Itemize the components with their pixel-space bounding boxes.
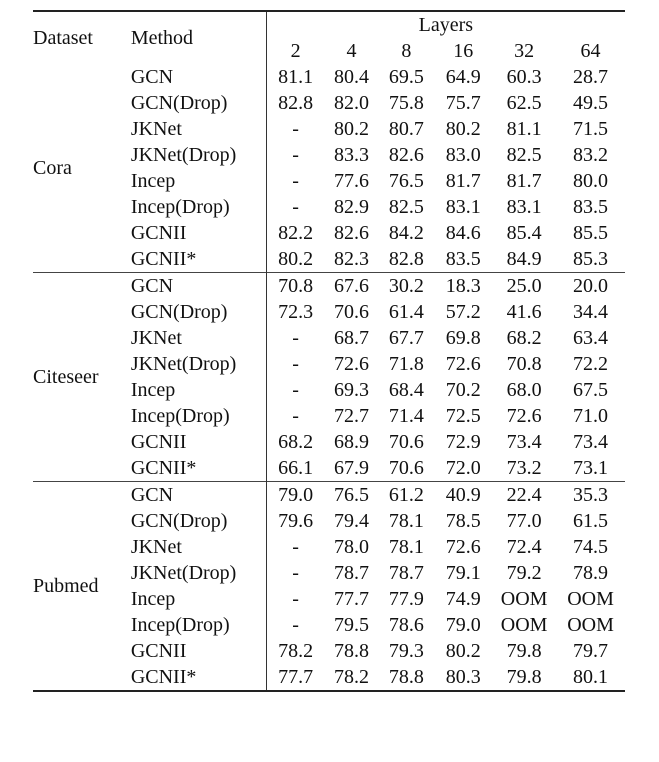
value-cell: 78.2 <box>266 638 324 664</box>
method-cell: GCNII <box>130 640 187 662</box>
value-cell: 79.6 <box>266 508 324 534</box>
value-cell: - <box>266 586 324 612</box>
value-cell: 81.7 <box>445 170 481 192</box>
value-cell: 49.5 <box>573 92 609 114</box>
method-cell: JKNet(Drop) <box>130 562 237 584</box>
value-cell: - <box>266 142 324 168</box>
value-cell: 70.8 <box>266 273 324 300</box>
table-row <box>33 273 625 300</box>
value-cell: 20.0 <box>556 273 625 300</box>
method-cell: Incep(Drop) <box>130 614 230 636</box>
value-cell: 78.1 <box>388 536 424 558</box>
value-cell: 83.5 <box>445 248 481 270</box>
value-cell: 30.2 <box>378 273 434 300</box>
value-cell: - <box>266 325 324 351</box>
value-cell: 73.4 <box>506 431 542 453</box>
value-cell: 78.7 <box>388 562 424 584</box>
method-cell: GCNII <box>130 222 187 244</box>
method-cell: GCNII* <box>130 248 197 270</box>
value-cell: 79.7 <box>573 640 609 662</box>
value-cell: 80.2 <box>333 118 369 140</box>
method-cell: GCN <box>130 66 174 88</box>
value-cell: 76.5 <box>388 170 424 192</box>
value-cell: 81.1 <box>506 118 542 140</box>
value-cell: 72.2 <box>573 353 609 375</box>
method-cell: JKNet <box>130 327 182 349</box>
value-cell: 62.5 <box>506 92 542 114</box>
value-cell: 72.3 <box>266 299 324 325</box>
value-cell: 85.4 <box>506 222 542 244</box>
value-cell: 80.2 <box>445 640 481 662</box>
value-cell: 70.2 <box>445 379 481 401</box>
value-cell: 82.6 <box>388 144 424 166</box>
value-cell: 63.4 <box>573 327 609 349</box>
table-body <box>33 64 625 691</box>
value-cell: 78.2 <box>333 666 369 688</box>
table-row <box>33 64 625 90</box>
value-cell: 67.6 <box>325 273 379 300</box>
value-cell: 80.4 <box>333 66 369 88</box>
value-cell: 76.5 <box>325 482 379 509</box>
value-cell: 84.2 <box>388 222 424 244</box>
value-cell: 73.1 <box>573 457 609 479</box>
value-cell: 78.8 <box>333 640 369 662</box>
dataset-cell: Pubmed <box>33 482 131 692</box>
value-cell: 79.0 <box>445 614 481 636</box>
value-cell: 75.8 <box>388 92 424 114</box>
value-cell: - <box>266 534 324 560</box>
value-cell: 40.9 <box>434 482 492 509</box>
value-cell: 71.8 <box>388 353 424 375</box>
value-cell: 67.5 <box>573 379 609 401</box>
value-cell: 69.8 <box>445 327 481 349</box>
value-cell: 69.3 <box>333 379 369 401</box>
dataset-header: Dataset <box>33 27 93 49</box>
value-cell: - <box>266 168 324 194</box>
dataset-cell: Citeseer <box>33 273 131 482</box>
value-cell: 35.3 <box>556 482 625 509</box>
value-cell: 34.4 <box>573 301 609 323</box>
value-cell: 68.4 <box>388 379 424 401</box>
value-cell: 77.0 <box>506 510 542 532</box>
value-cell: OOM <box>500 588 548 610</box>
layers-header: Layers <box>266 11 625 38</box>
value-cell: 67.7 <box>388 327 424 349</box>
value-cell: 79.1 <box>445 562 481 584</box>
method-cell: Incep(Drop) <box>130 405 230 427</box>
value-cell: - <box>266 560 324 586</box>
method-cell: JKNet(Drop) <box>130 353 237 375</box>
value-cell: 78.7 <box>333 562 369 584</box>
value-cell: 77.6 <box>333 170 369 192</box>
value-cell: 71.4 <box>388 405 424 427</box>
value-cell: - <box>266 194 324 220</box>
value-cell: 85.3 <box>573 248 609 270</box>
value-cell: 78.6 <box>388 614 424 636</box>
value-cell: - <box>266 116 324 142</box>
value-cell: 80.2 <box>445 118 481 140</box>
layer-64-header: 64 <box>580 40 601 62</box>
value-cell: 83.3 <box>333 144 369 166</box>
layer-4-header: 4 <box>346 40 357 62</box>
method-cell: GCNII* <box>130 457 197 479</box>
value-cell: 68.7 <box>333 327 369 349</box>
value-cell: 61.4 <box>388 301 424 323</box>
method-cell: GCN(Drop) <box>130 510 228 532</box>
value-cell: 72.6 <box>445 536 481 558</box>
value-cell: - <box>266 377 324 403</box>
value-cell: 82.9 <box>333 196 369 218</box>
table-header <box>33 11 625 64</box>
value-cell: 25.0 <box>492 273 556 300</box>
value-cell: - <box>266 403 324 429</box>
value-cell: - <box>266 351 324 377</box>
value-cell: 70.8 <box>506 353 542 375</box>
value-cell: 68.9 <box>333 431 369 453</box>
value-cell: 83.5 <box>573 196 609 218</box>
value-cell: 71.5 <box>573 118 609 140</box>
value-cell: 68.2 <box>506 327 542 349</box>
value-cell: 79.4 <box>333 510 369 532</box>
value-cell: 81.1 <box>266 64 324 90</box>
value-cell: 72.9 <box>445 431 481 453</box>
value-cell: 72.6 <box>445 353 481 375</box>
table-row <box>33 482 625 509</box>
value-cell: 22.4 <box>492 482 556 509</box>
value-cell: 74.5 <box>573 536 609 558</box>
method-cell: GCNII* <box>130 666 197 688</box>
value-cell: 77.9 <box>388 588 424 610</box>
value-cell: 82.8 <box>266 90 324 116</box>
layer-2-header: 2 <box>266 38 324 64</box>
value-cell: 83.0 <box>445 144 481 166</box>
value-cell: 72.4 <box>506 536 542 558</box>
method-cell: JKNet(Drop) <box>130 144 237 166</box>
value-cell: 61.5 <box>573 510 609 532</box>
value-cell: 80.1 <box>573 666 609 688</box>
method-cell: JKNet <box>130 536 182 558</box>
value-cell: 78.1 <box>388 510 424 532</box>
value-cell: 77.7 <box>266 664 324 691</box>
value-cell: 68.2 <box>266 429 324 455</box>
value-cell: 72.6 <box>506 405 542 427</box>
value-cell: OOM <box>567 614 614 636</box>
value-cell: - <box>266 612 324 638</box>
value-cell: 73.4 <box>573 431 609 453</box>
value-cell: 72.6 <box>333 353 369 375</box>
value-cell: 64.9 <box>445 66 481 88</box>
value-cell: 28.7 <box>573 66 609 88</box>
value-cell: 77.7 <box>333 588 369 610</box>
value-cell: 67.9 <box>333 457 369 479</box>
value-cell: 72.0 <box>445 457 481 479</box>
value-cell: 66.1 <box>266 455 324 482</box>
value-cell: 83.1 <box>445 196 481 218</box>
value-cell: 80.2 <box>266 246 324 273</box>
value-cell: 60.3 <box>506 66 542 88</box>
value-cell: 72.7 <box>333 405 369 427</box>
method-cell: GCN(Drop) <box>130 301 228 323</box>
method-cell: Incep <box>130 588 176 610</box>
value-cell: 79.5 <box>333 614 369 636</box>
method-cell: GCN(Drop) <box>130 92 228 114</box>
value-cell: 78.5 <box>445 510 481 532</box>
value-cell: 79.8 <box>506 666 542 688</box>
method-header: Method <box>130 27 194 49</box>
value-cell: 83.1 <box>506 196 542 218</box>
value-cell: 80.0 <box>573 170 609 192</box>
value-cell: 74.9 <box>445 588 481 610</box>
value-cell: 73.2 <box>506 457 542 479</box>
value-cell: 79.8 <box>506 640 542 662</box>
value-cell: 78.8 <box>388 666 424 688</box>
value-cell: 82.8 <box>388 248 424 270</box>
method-cell: Incep(Drop) <box>130 196 230 218</box>
value-cell: 41.6 <box>506 301 542 323</box>
method-cell: Incep <box>130 379 176 401</box>
value-cell: 82.3 <box>333 248 369 270</box>
value-cell: OOM <box>567 588 614 610</box>
value-cell: 84.6 <box>445 222 481 244</box>
value-cell: 57.2 <box>445 301 481 323</box>
method-cell: GCN <box>131 482 266 509</box>
value-cell: 80.3 <box>445 666 481 688</box>
value-cell: 80.7 <box>388 118 424 140</box>
value-cell: 75.7 <box>445 92 481 114</box>
value-cell: OOM <box>500 614 548 636</box>
method-cell: GCN <box>131 273 266 300</box>
layer-32-header: 32 <box>514 40 535 62</box>
layer-16-header: 16 <box>453 40 474 62</box>
value-cell: 84.9 <box>506 248 542 270</box>
value-cell: 79.3 <box>388 640 424 662</box>
value-cell: 70.6 <box>388 431 424 453</box>
value-cell: 78.9 <box>573 562 609 584</box>
method-cell: JKNet <box>130 118 182 140</box>
value-cell: 82.5 <box>388 196 424 218</box>
value-cell: 61.2 <box>378 482 434 509</box>
value-cell: 71.0 <box>573 405 609 427</box>
value-cell: 70.6 <box>388 457 424 479</box>
value-cell: 82.2 <box>266 220 324 246</box>
layer-8-header: 8 <box>401 40 412 62</box>
value-cell: 68.0 <box>506 379 542 401</box>
value-cell: 69.5 <box>388 66 424 88</box>
results-table <box>33 10 625 692</box>
value-cell: 81.7 <box>506 170 542 192</box>
value-cell: 78.0 <box>333 536 369 558</box>
value-cell: 79.2 <box>506 562 542 584</box>
value-cell: 18.3 <box>434 273 492 300</box>
value-cell: 79.0 <box>266 482 324 509</box>
method-cell: Incep <box>130 170 176 192</box>
dataset-cell: Cora <box>33 157 72 179</box>
value-cell: 72.5 <box>445 405 481 427</box>
value-cell: 70.6 <box>333 301 369 323</box>
value-cell: 82.6 <box>333 222 369 244</box>
value-cell: 85.5 <box>573 222 609 244</box>
value-cell: 82.5 <box>506 144 542 166</box>
value-cell: 82.0 <box>333 92 369 114</box>
value-cell: 83.2 <box>573 144 609 166</box>
method-cell: GCNII <box>130 431 187 453</box>
header-row-layers <box>33 11 625 38</box>
